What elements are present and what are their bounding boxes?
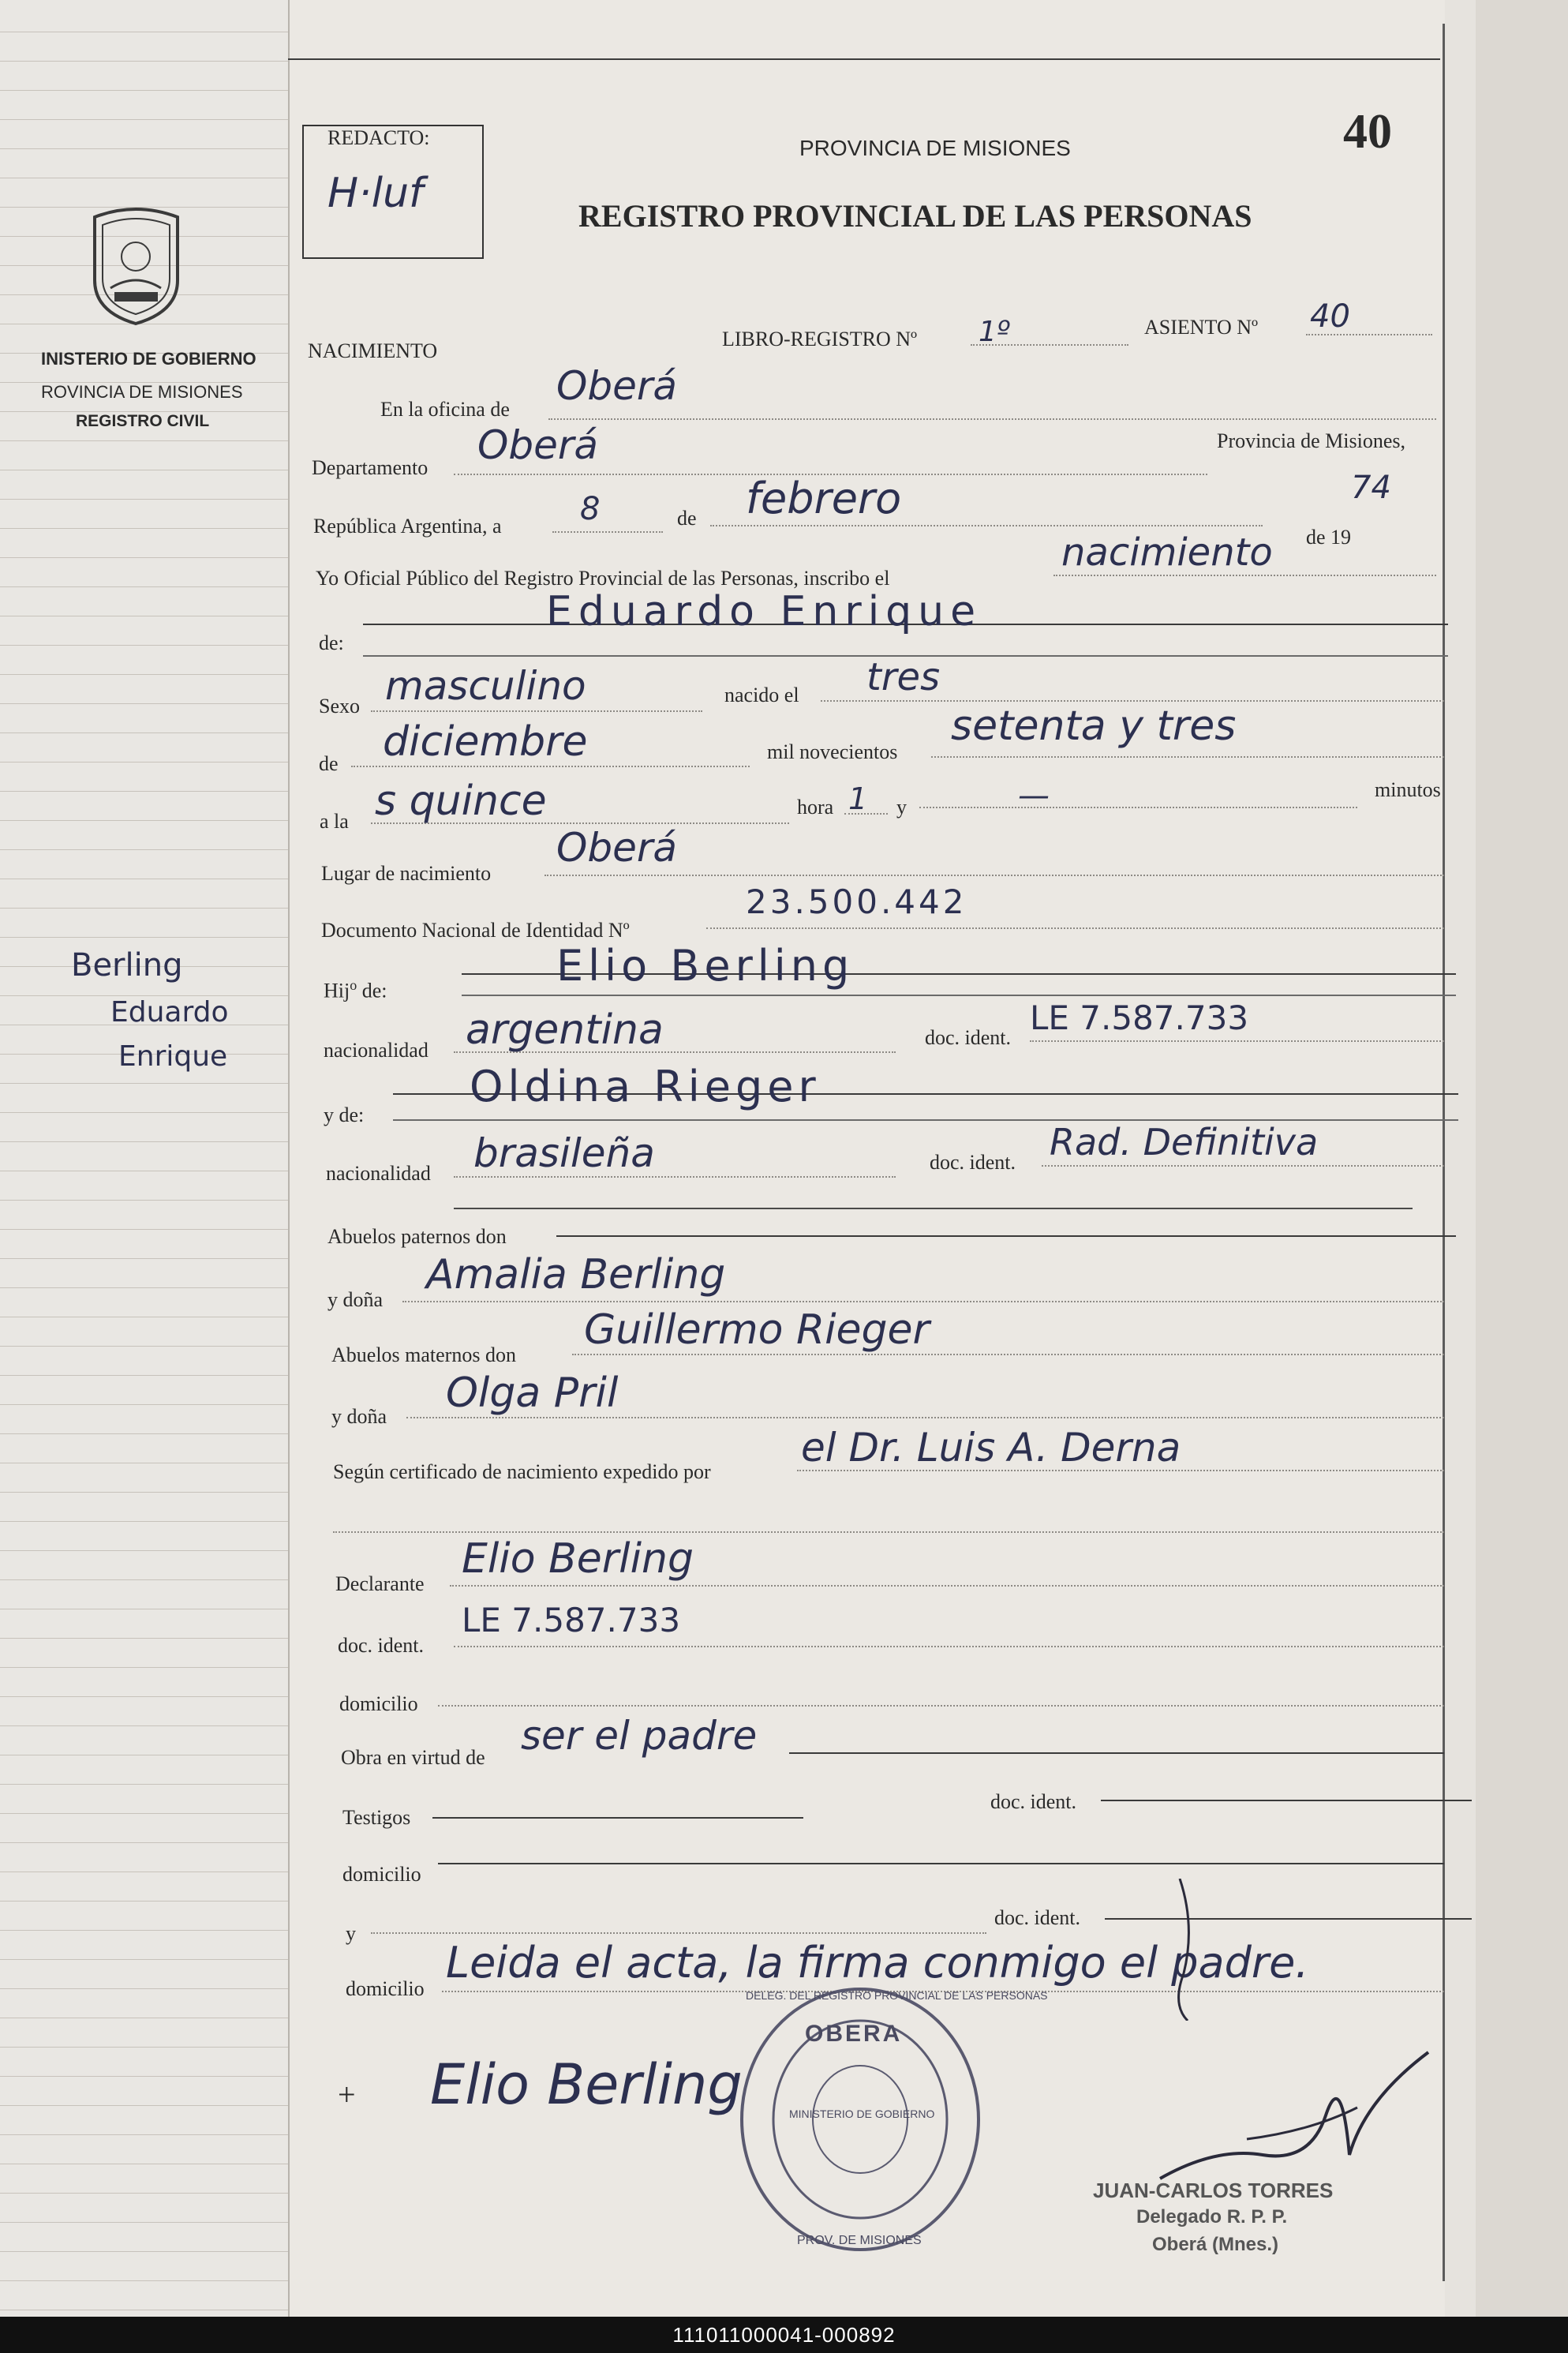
left-page-rule — [0, 791, 288, 792]
left-page-rule — [0, 1959, 288, 1960]
leida-value: Leida el acta, la firma conmigo el padre. — [446, 1938, 1309, 1988]
abuelos-mat-label: Abuelos maternos don — [331, 1343, 516, 1366]
left-page-rule — [0, 1375, 288, 1376]
y2-label: y — [346, 1922, 356, 1945]
obra-label: Obra en virtud de — [341, 1746, 485, 1769]
dni-value: 23.500.442 — [746, 882, 967, 921]
firma-value: Elio Berling — [430, 2052, 743, 2117]
left-page-rule — [0, 1638, 288, 1639]
madre-value: Oldina Rieger — [470, 1062, 821, 1111]
segun-value: el Dr. Luis A. Derna — [801, 1425, 1181, 1471]
delegate-signature-icon — [1152, 2021, 1436, 2194]
left-page-rule — [0, 2076, 288, 2077]
dni-label: Documento Nacional de Identidad Nº — [321, 919, 630, 942]
oficial-label: Yo Oficial Público del Registro Provincial de las Personas, inscribo el — [316, 567, 890, 590]
republica-label: República Argentina, a — [313, 515, 502, 538]
left-page-rule — [0, 1667, 288, 1668]
docid1-label: doc. ident. — [925, 1026, 1012, 1049]
libro-label: LIBRO-REGISTRO Nº — [722, 328, 918, 350]
delegate-name: JUAN-CARLOS TORRES — [1093, 2179, 1334, 2202]
de-nombre-label: de: — [319, 631, 344, 654]
left-page-rule — [0, 2280, 288, 2281]
inscribo-value: nacimiento — [1061, 530, 1273, 575]
dia-value: 8 — [580, 491, 601, 527]
left-page-rule — [0, 440, 288, 441]
left-page-rule — [0, 1258, 288, 1259]
left-page-rule — [0, 528, 288, 529]
left-page-rule — [0, 1579, 288, 1580]
docid2-label: doc. ident. — [930, 1151, 1016, 1174]
left-page-rule — [0, 1813, 288, 1814]
nac2-value: brasileña — [473, 1130, 655, 1176]
nacido-value: tres — [866, 655, 941, 699]
cross-mark: + — [338, 2077, 356, 2112]
left-page-rule — [0, 1200, 288, 1201]
docid3-value: LE 7.587.733 — [462, 1601, 681, 1639]
mes-nac-value: diciembre — [383, 718, 588, 766]
de-label: de — [677, 507, 697, 530]
abuela-pat-value: Amalia Berling — [426, 1251, 726, 1298]
mil-label: mil novecientos — [767, 740, 898, 763]
docid3-label: doc. ident. — [338, 1634, 425, 1657]
docid4-label: doc. ident. — [990, 1790, 1077, 1813]
nac1-value: argentina — [466, 1006, 664, 1054]
lugar-label: Lugar de nacimiento — [321, 862, 492, 885]
left-page-rule — [0, 1784, 288, 1785]
abuela-mat-value: Olga Pril — [446, 1369, 619, 1417]
left-page-rule — [0, 2193, 288, 2194]
left-page-rule — [0, 148, 288, 149]
left-page-rule — [0, 645, 288, 646]
left-page-rule — [0, 674, 288, 675]
domicilio3-label: domicilio — [346, 1977, 425, 2000]
nombre-value: Eduardo Enrique — [546, 588, 982, 635]
de-mes-label: de — [319, 752, 339, 775]
left-page-rule — [0, 1141, 288, 1142]
left-page-rule — [0, 1988, 288, 1989]
domicilio2-label: domicilio — [342, 1863, 421, 1886]
hijo-label: Hij$^o$ de: — [324, 977, 387, 1002]
left-page-rule — [0, 703, 288, 704]
oficina-label: En la oficina de — [380, 398, 510, 421]
left-page-rule — [0, 1346, 288, 1347]
document-id-footer: 111011000041-000892 — [0, 2317, 1568, 2353]
left-page-rule — [0, 2047, 288, 2048]
ydona2-label: y doña — [331, 1405, 387, 1428]
docid1-value: LE 7.587.733 — [1030, 999, 1249, 1037]
left-page-rule — [0, 1725, 288, 1726]
left-page-rule — [0, 1901, 288, 1902]
left-page-rule — [0, 586, 288, 587]
minutos-label: minutos — [1375, 778, 1441, 801]
left-page-rule — [0, 820, 288, 821]
libro-value: 1º — [979, 316, 1010, 348]
lugar-value: Oberá — [556, 825, 678, 871]
left-page-rule — [0, 1521, 288, 1522]
left-page-rule — [0, 1287, 288, 1288]
segun-label: Según certificado de nacimiento expedido por — [333, 1460, 711, 1483]
left-page-rule — [0, 937, 288, 938]
obra-value: ser el padre — [521, 1713, 758, 1759]
left-page-rule — [0, 61, 288, 62]
left-page — [0, 0, 290, 2317]
left-page-rule — [0, 1404, 288, 1405]
province-title: PROVINCIA DE MISIONES — [799, 136, 1071, 160]
declarante-label: Declarante — [335, 1572, 425, 1595]
left-page-rule — [0, 908, 288, 909]
left-page-rule — [0, 1550, 288, 1551]
min-value: — — [1018, 777, 1050, 814]
redacto-label: REDACTO: — [327, 126, 430, 149]
departamento-value: Oberá — [477, 422, 599, 468]
left-page-rule — [0, 2251, 288, 2252]
asiento-value: 40 — [1310, 298, 1350, 335]
ala-value: s quince — [375, 777, 547, 825]
left-page-rule — [0, 2105, 288, 2106]
left-page-rule — [0, 1930, 288, 1931]
mes-value: febrero — [746, 474, 902, 523]
delegate-city: Oberá (Mnes.) — [1152, 2234, 1279, 2255]
province-label: ROVINCIA DE MISIONES — [41, 382, 243, 402]
abuelo-mat-value: Guillermo Rieger — [584, 1306, 930, 1354]
signature-stroke-icon — [1148, 1879, 1211, 2021]
provincia-label: Provincia de Misiones, — [1217, 429, 1406, 452]
form-top-border — [288, 58, 1440, 60]
stamp-inner-text: MINISTERIO DE GOBIERNO — [789, 2108, 935, 2120]
margin-note-surname: Berling — [71, 947, 183, 984]
left-page-rule — [0, 499, 288, 500]
left-page-rule — [0, 1229, 288, 1230]
left-page-rule — [0, 849, 288, 850]
testigos-label: Testigos — [342, 1806, 411, 1829]
nac2-label: nacionalidad — [326, 1162, 431, 1185]
departamento-label: Departamento — [312, 456, 428, 479]
docid2-value: Rad. Definitiva — [1050, 1121, 1319, 1163]
page-edge — [1445, 0, 1476, 2317]
y-label: y — [896, 796, 907, 819]
sexo-value: masculino — [385, 663, 586, 709]
margin-note-name2: Enrique — [118, 1040, 228, 1073]
delegate-title: Delegado R. P. P. — [1136, 2206, 1288, 2227]
page-edge-outer — [1476, 0, 1568, 2317]
ministry-label: INISTERIO DE GOBIERNO — [41, 349, 256, 369]
left-page-rule — [0, 1492, 288, 1493]
left-page-rule — [0, 1842, 288, 1843]
sexo-label: Sexo — [319, 695, 360, 718]
redacto-initials: H·luf — [327, 170, 424, 217]
anio-nac-value: setenta y tres — [951, 703, 1237, 750]
docid5-label: doc. ident. — [994, 1906, 1081, 1929]
province-seal-icon — [79, 201, 193, 328]
nacido-label: nacido el — [724, 684, 799, 706]
left-page-rule — [0, 1112, 288, 1113]
left-page-rule — [0, 90, 288, 91]
anio-value: 74 — [1351, 470, 1391, 506]
registry-title: REGISTRO PROVINCIAL DE LAS PERSONAS — [578, 198, 1252, 234]
oficina-value: Oberá — [556, 363, 678, 409]
form-right-border — [1443, 24, 1445, 2281]
margin-note-name1: Eduardo — [110, 996, 229, 1029]
civil-registry-label: REGISTRO CIVIL — [76, 412, 210, 430]
de-anio-label: de 19 — [1306, 526, 1352, 549]
left-page-rule — [0, 2222, 288, 2223]
left-page-rule — [0, 119, 288, 120]
declarante-value: Elio Berling — [462, 1535, 694, 1583]
left-page-rule — [0, 1433, 288, 1434]
asiento-label: ASIENTO Nº — [1144, 316, 1259, 339]
stamp-outer-text: DELEG. DEL REGISTRO PROVINCIAL DE LAS PERSONAS — [746, 1989, 1048, 2002]
hijo-sup: o — [350, 977, 357, 993]
domicilio1-label: domicilio — [339, 1692, 418, 1715]
nacimiento-label: NACIMIENTO — [308, 339, 438, 362]
padre-value: Elio Berling — [556, 941, 855, 991]
hora-label: hora — [797, 796, 834, 819]
ala-label: a la — [320, 810, 349, 833]
left-page-rule — [0, 557, 288, 558]
yde-label: y de: — [324, 1103, 365, 1126]
left-page-rule — [0, 2134, 288, 2135]
stamp-city: OBERA — [805, 2021, 903, 2047]
left-page-rule — [0, 1083, 288, 1084]
page-number: 40 — [1343, 105, 1392, 159]
hora-value: 1 — [848, 781, 868, 816]
left-page-rule — [0, 1696, 288, 1697]
abuelos-pat-label: Abuelos paternos don — [327, 1225, 507, 1248]
ydona1-label: y doña — [327, 1288, 384, 1311]
nac1-label: nacionalidad — [324, 1039, 428, 1062]
stamp-bottom-text: PROV. DE MISIONES — [797, 2234, 922, 2247]
